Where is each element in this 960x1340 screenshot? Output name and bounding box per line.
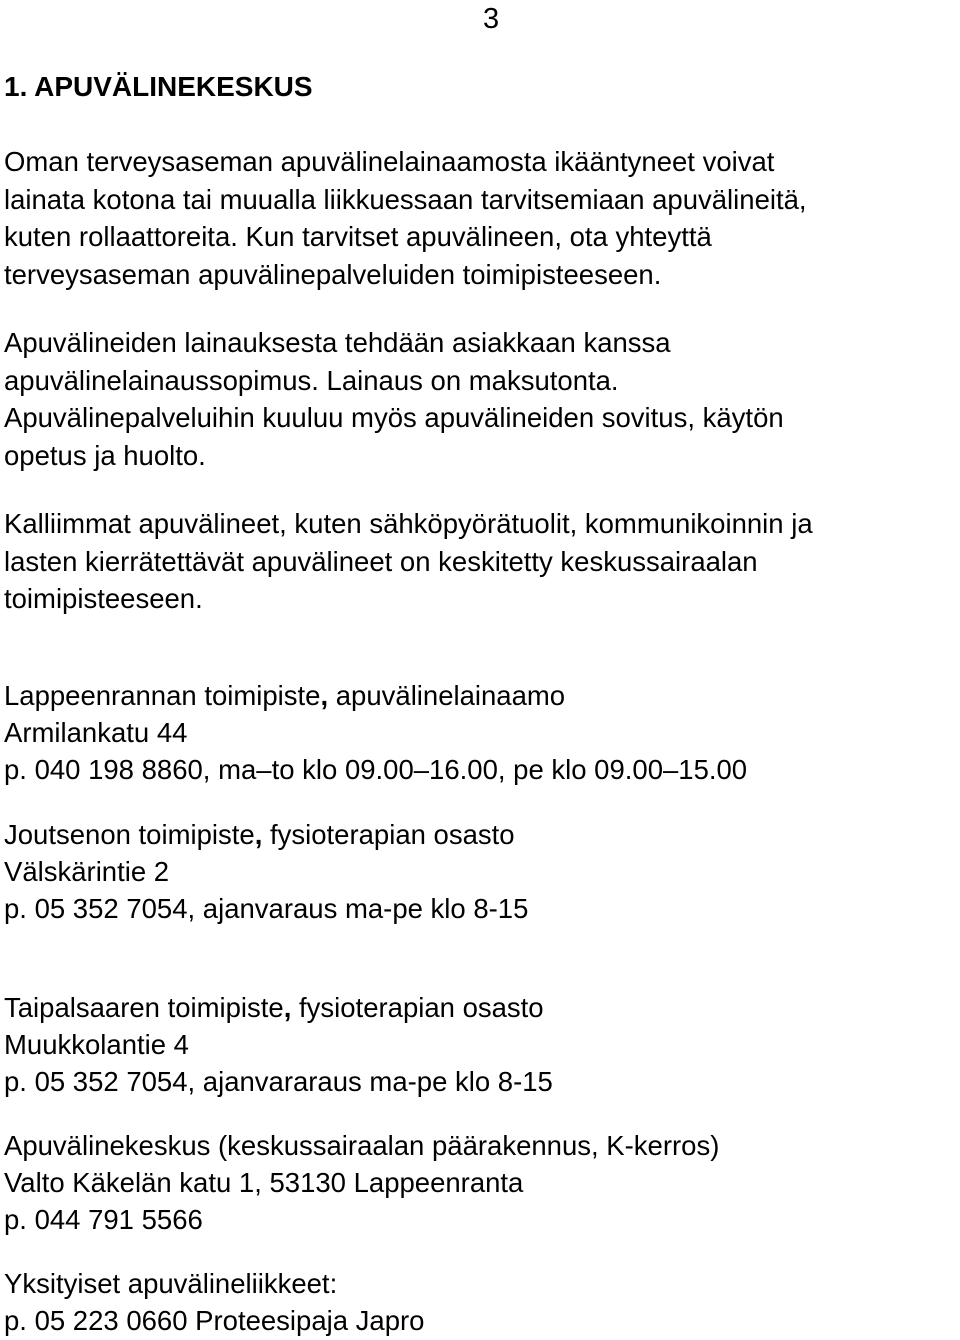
expensive-aids-paragraph [4, 505, 960, 618]
title-comma: , [254, 819, 263, 850]
intro-line-1: Oman terveysaseman apuvälinelainaamosta ikääntyneet voivat [4, 146, 775, 177]
contact-phone: p. 05 352 7054, ajanvararaus ma-pe klo 8-15 [4, 1065, 553, 1097]
expensive-line-1: Kalliimmat apuvälineet, kuten sähköpyörätuolit, kommunikoinnin ja [4, 508, 813, 539]
page-number: 3 [483, 3, 500, 35]
loan-line-1: Apuvälineiden lainauksesta tehdään asiakkaan kanssa [4, 327, 671, 358]
contact-address: Valto Käkelän katu 1, 53130 Lappeenranta [4, 1166, 524, 1198]
location-name: Taipalsaaren toimipiste [4, 992, 284, 1023]
private-shops-label: Yksityiset apuvälineliikkeet: [4, 1268, 338, 1299]
contact-address: Muukkolantie 4 [4, 1028, 189, 1060]
location-name: Joutsenon toimipiste [4, 819, 255, 850]
location-unit: fysioterapian osasto [291, 992, 544, 1023]
contact-title [4, 678, 960, 715]
contact-address: Armilankatu 44 [4, 716, 188, 748]
intro-paragraph [4, 143, 960, 293]
private-shops [4, 1266, 960, 1340]
contact-address: Välskärintie 2 [4, 855, 170, 887]
loan-line-2: apuvälinelainaussopimus. Lainaus on maksutonta. [4, 364, 619, 396]
contact-title [4, 990, 960, 1027]
expensive-line-2: lasten kierrätettävät apuvälineet on keskitetty keskussairaalan [4, 545, 758, 577]
title-comma: , [283, 992, 292, 1023]
intro-line-4: terveysaseman apuvälinepalveluiden toimipisteeseen. [4, 258, 662, 290]
contact-apuvalinekeskus [4, 1128, 960, 1238]
loan-line-4: opetus ja huolto. [4, 439, 206, 471]
location-unit: apuvälinelainaamo [328, 680, 566, 711]
contact-lappeenranta [4, 678, 960, 788]
contact-phone: p. 05 352 7054, ajanvaraus ma-pe klo 8-15 [4, 892, 529, 924]
contact-taipalsaari [4, 990, 960, 1100]
page-heading: 1. APUVÄLINEKESKUS [4, 71, 313, 102]
contact-phone: p. 040 198 8860, ma–to klo 09.00–16.00, pe klo 09.00–15.00 [4, 753, 748, 785]
title-comma: , [320, 680, 329, 711]
loan-paragraph [4, 324, 960, 474]
intro-line-2: lainata kotona tai muualla liikkuessaan tarvitsemiaan apuvälineitä, [4, 183, 807, 215]
contact-title [4, 817, 960, 854]
contact-joutseno [4, 817, 960, 927]
location-unit: fysioterapian osasto [262, 819, 515, 850]
expensive-line-3: toimipisteeseen. [4, 583, 203, 614]
loan-line-3: Apuvälinepalveluihin kuuluu myös apuvälineiden sovitus, käytön [4, 402, 784, 433]
private-shops-phone: p. 05 223 0660 Proteesipaja Japro [4, 1304, 425, 1336]
intro-line-3: kuten rollaattoreita. Kun tarvitset apuvälineen, ota yhteyttä [4, 221, 712, 252]
contact-phone: p. 044 791 5566 [4, 1203, 203, 1235]
location-name: Lappeenrannan toimipiste [4, 680, 321, 711]
contact-title: Apuvälinekeskus (keskussairaalan päärakennus, K-kerros) [4, 1130, 720, 1161]
